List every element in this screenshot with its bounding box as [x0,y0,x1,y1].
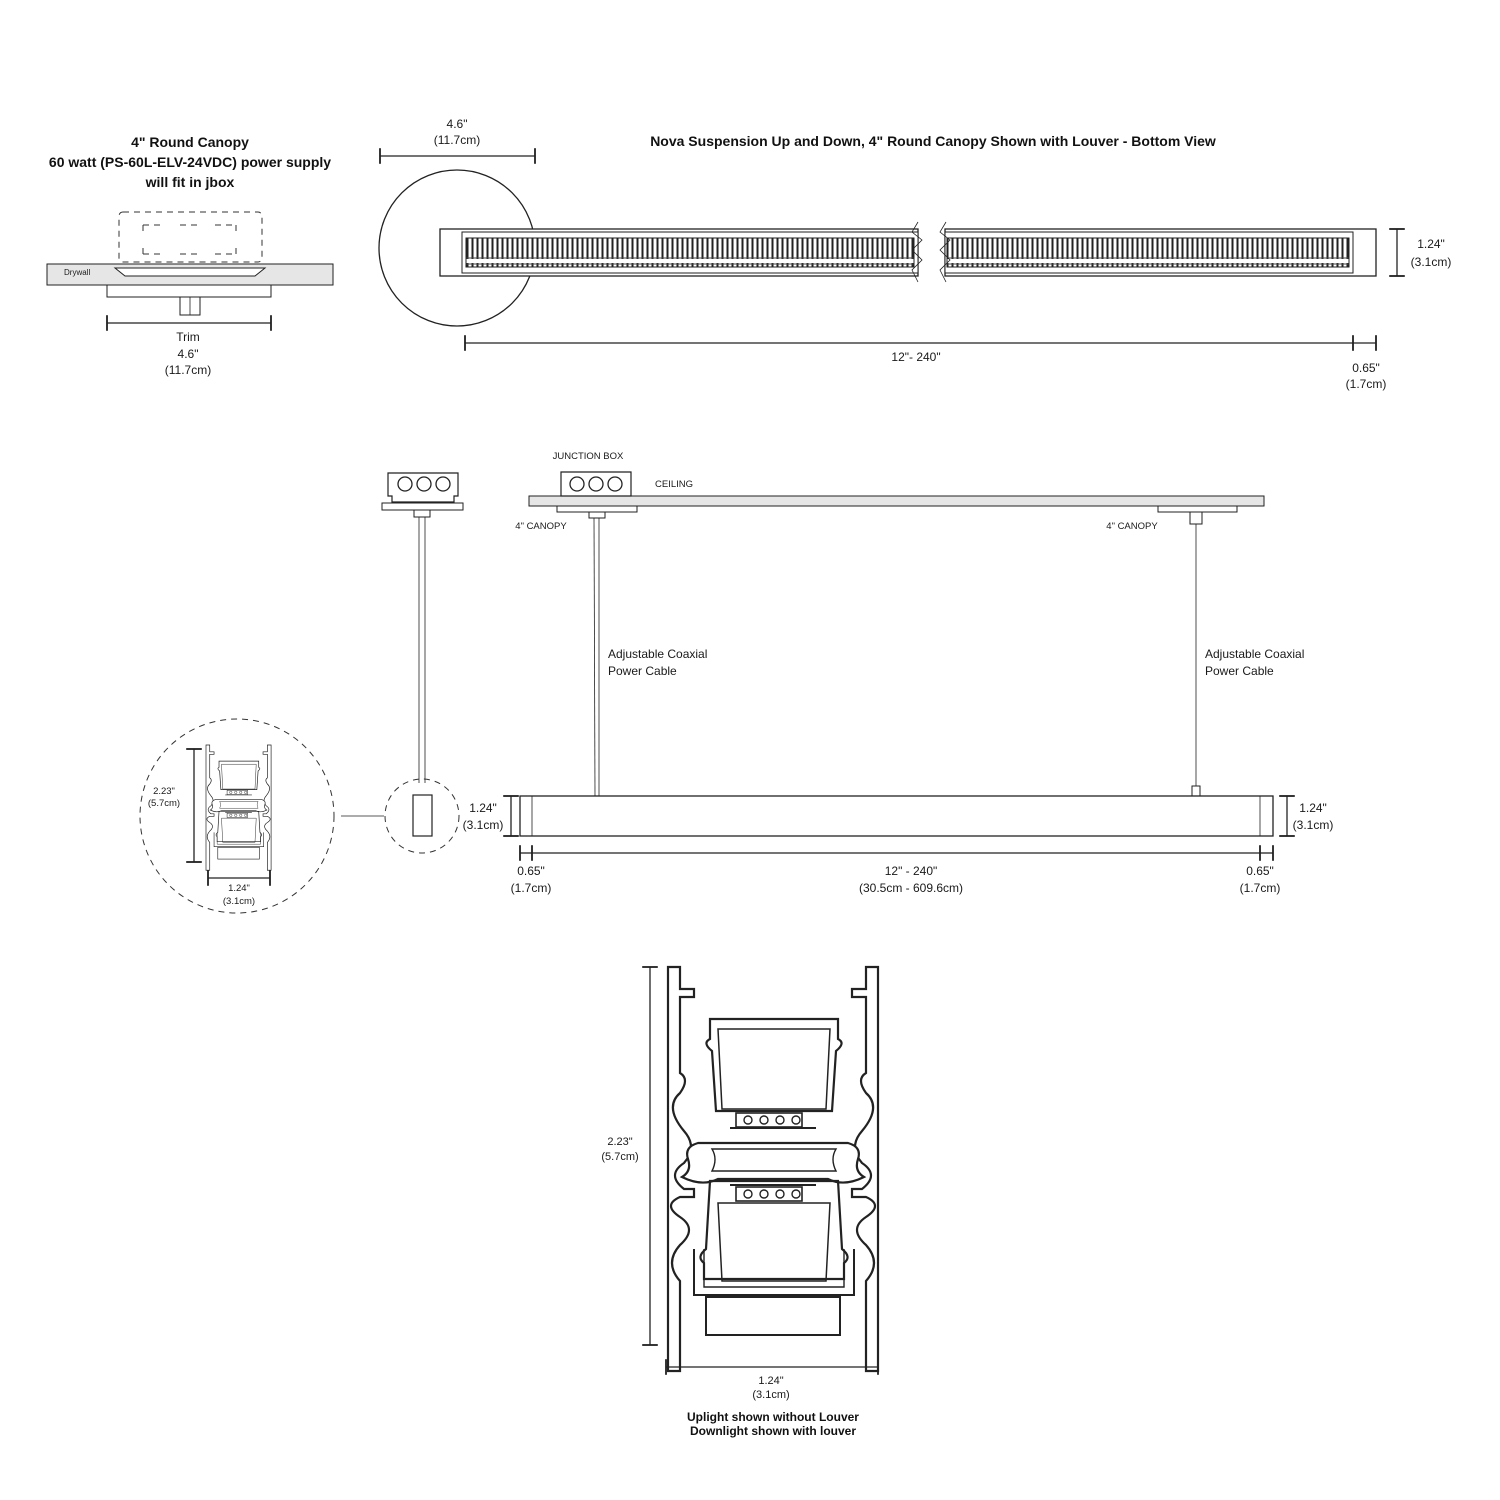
louver-right [947,238,1349,267]
small-width-in: 1.24" [228,883,250,894]
end-left-cm: (1.7cm) [510,881,552,895]
canopy-left-label: 4" CANOPY [515,521,567,532]
fixture-height-in: 1.24" [1417,237,1445,251]
fixture-end-profile [413,795,432,836]
large-cross-section [601,967,878,1438]
junction-box-label: JUNCTION BOX [552,451,624,462]
end-right-in: 0.65" [1246,864,1274,878]
height-left-cm: (3.1cm) [462,818,504,832]
trim-dimension-in: 4.6" [177,347,199,361]
end-view-suspension [341,473,463,853]
ceiling [529,496,1264,506]
junction-box [561,472,631,496]
cable-left-label-1: Adjustable Coaxial [608,647,708,661]
height-right-in: 1.24" [1299,801,1327,815]
canopy-title-line1: 4" Round Canopy [131,134,249,150]
canopy-width-in: 4.6" [446,117,468,131]
large-height-cm: (5.7cm) [601,1151,639,1163]
height-right-cm: (3.1cm) [1292,818,1334,832]
caption-line2: Downlight shown with louver [690,1424,856,1438]
fixture-height-cm: (3.1cm) [1410,255,1452,269]
louver-left [466,238,914,267]
large-width-cm: (3.1cm) [752,1389,790,1401]
trim-dimension-cm: (11.7cm) [164,363,212,377]
end-cap-cm: (1.7cm) [1345,377,1387,391]
side-view [341,451,1333,895]
caption-line1: Uplight shown without Louver [687,1410,859,1424]
canopy-right-label: 4" CANOPY [1106,521,1158,532]
length-value: 12"- 240" [891,350,941,364]
canopy-right [1158,506,1237,512]
power-supply-outline [143,225,236,254]
cable-right-label-2: Power Cable [1205,664,1274,678]
canopy-trim [107,285,271,297]
drywall-label: Drywall [64,268,91,277]
ceiling-label: CEILING [655,479,694,490]
bottom-view [379,117,1451,391]
small-cross-section [140,719,334,913]
canopy-detail [47,134,333,377]
height-left-in: 1.24" [469,801,497,815]
canopy-left [557,506,637,512]
junction-box-outline [119,212,262,262]
large-width-in: 1.24" [758,1375,784,1387]
end-right-cm: (1.7cm) [1239,881,1281,895]
length-in: 12" - 240" [884,864,938,878]
end-left-in: 0.65" [517,864,545,878]
small-width-cm: (3.1cm) [222,896,256,907]
bottom-view-title: Nova Suspension Up and Down, 4" Round Canopy Shown with Louver - Bottom View [650,133,1216,149]
cable-left-label-2: Power Cable [608,664,677,678]
end-cap-in: 0.65" [1352,361,1380,375]
small-height-cm: (5.7cm) [147,798,181,809]
cable-left-1 [594,518,595,796]
canopy-title-line2: 60 watt (PS-60L-ELV-24VDC) power supply [48,154,332,170]
length-cm: (30.5cm - 609.6cm) [858,881,964,895]
fixture-body [520,796,1273,836]
canopy-width-cm: (11.7cm) [433,133,481,147]
trim-label: Trim [176,330,200,344]
large-height-in: 2.23" [607,1136,633,1148]
canopy-title-line3: will fit in jbox [145,174,235,190]
large-section-profile [668,967,878,1371]
canopy-end [382,503,463,510]
small-section-profile [206,745,271,870]
small-height-in: 2.23" [153,786,175,797]
cable-right-label-1: Adjustable Coaxial [1205,647,1305,661]
mounting-plate [115,268,265,276]
